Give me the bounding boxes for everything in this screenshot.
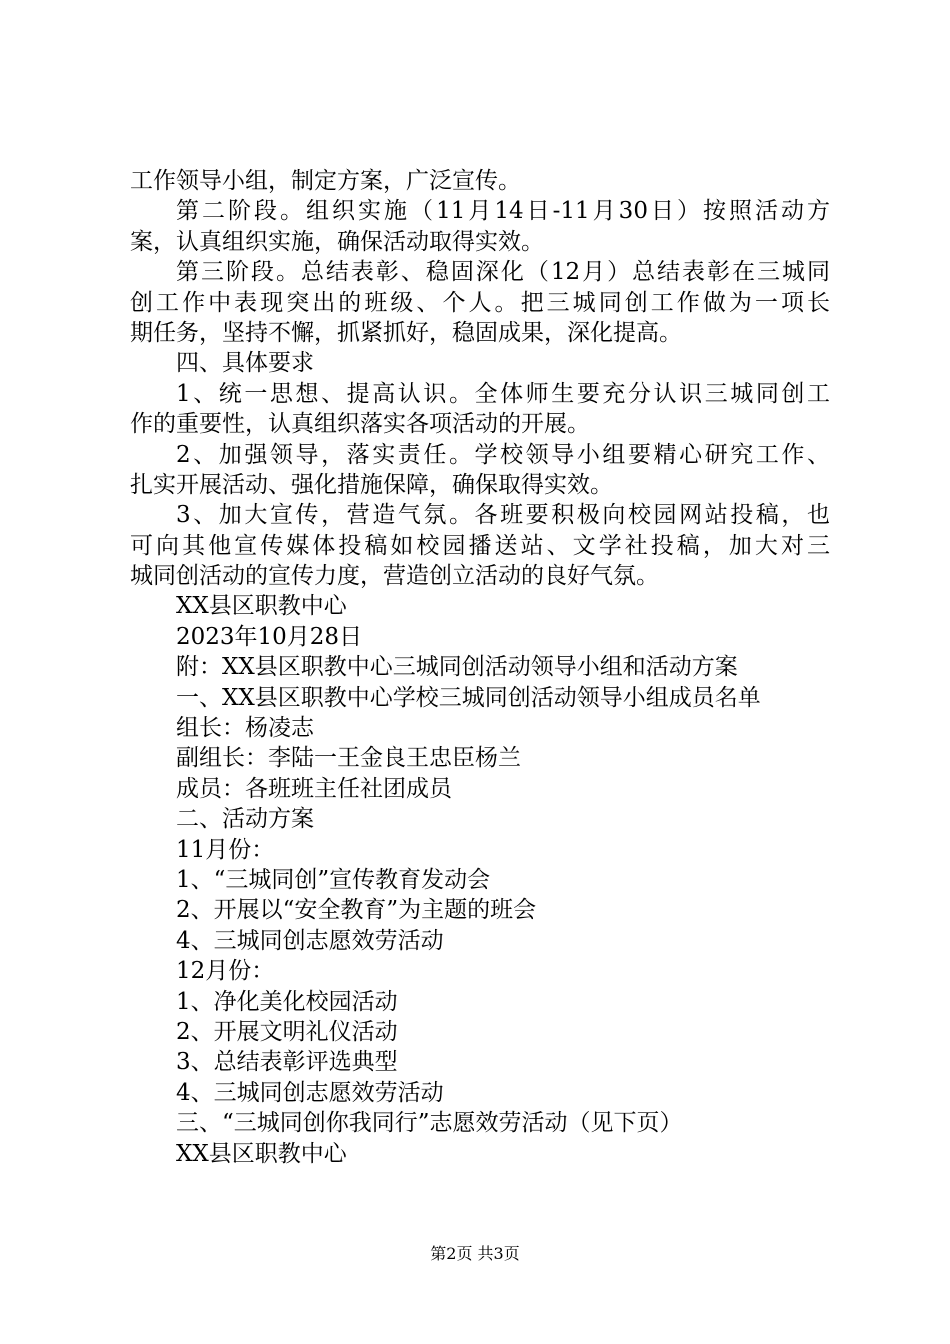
text-line: 案，认真组织实施，确保活动取得实效。 [130,228,544,255]
text-line: 2、加强领导，落实责任。学校领导小组要精心研究工作、 [176,441,830,468]
text-line: 组长：杨凌志 [176,715,314,742]
text-line: 12月份： [176,958,275,985]
text-line: 1、统一思想、提高认识。全体师生要充分认识三城同创工 [176,380,830,407]
text-line: 1、“三城同创”宣传教育发动会 [176,866,491,893]
text-line: 三、“三城同创你我同行”志愿效劳活动（见下页） [176,1110,683,1137]
text-line: 第二阶段。组织实施（11月14日-11月30日）按照活动方 [176,198,830,225]
text-line: 第三阶段。总结表彰、稳固深化（12月）总结表彰在三城同 [176,259,830,286]
text-line: 4、三城同创志愿效劳活动 [176,1079,444,1106]
text-line: 城同创活动的宣传力度，营造创立活动的良好气氛。 [130,563,659,590]
text-line: 一、XX县区职教中心学校三城同创活动领导小组成员名单 [176,684,761,711]
text-line: 可向其他宣传媒体投稿如校园播送站、文学社投稿，加大对三 [130,532,830,559]
text-line: 2、开展文明礼仪活动 [176,1018,398,1045]
page-footer: 第2页 共3页 [430,1244,520,1263]
text-line: 11月份： [176,836,275,863]
text-line: 3、总结表彰评选典型 [176,1049,398,1076]
text-line: 工作领导小组，制定方案，广泛宣传。 [130,168,521,194]
text-line: 1、净化美化校园活动 [176,988,398,1015]
text-line: 扎实开展活动、强化措施保障，确保取得实效。 [130,471,613,498]
document-body [130,166,830,1169]
text-line: 作的重要性，认真组织落实各项活动的开展。 [130,411,590,438]
text-line: 3、加大宣传，营造气氛。各班要积极向校园网站投稿，也 [176,502,830,529]
text-line: 2、开展以“安全教育”为主题的班会 [176,897,537,924]
text-line: XX县区职教中心 [176,593,347,620]
text-line: 2023年10月28日 [176,623,363,650]
text-line: 二、活动方案 [176,806,314,833]
text-line: 期任务，坚持不懈，抓紧抓好，稳固成果，深化提高。 [130,319,682,346]
text-line: 创工作中表现突出的班级、个人。把三城同创工作做为一项长 [130,289,830,316]
text-line: 副组长：李陆一王金良王忠臣杨兰 [176,745,521,772]
text-line: 成员：各班班主任社团成员 [176,775,452,802]
text-line: 四、具体要求 [176,350,314,377]
text-line: 附：XX县区职教中心三城同创活动领导小组和活动方案 [176,654,738,681]
text-line: XX县区职教中心 [176,1140,347,1167]
text-line: 4、三城同创志愿效劳活动 [176,927,444,954]
